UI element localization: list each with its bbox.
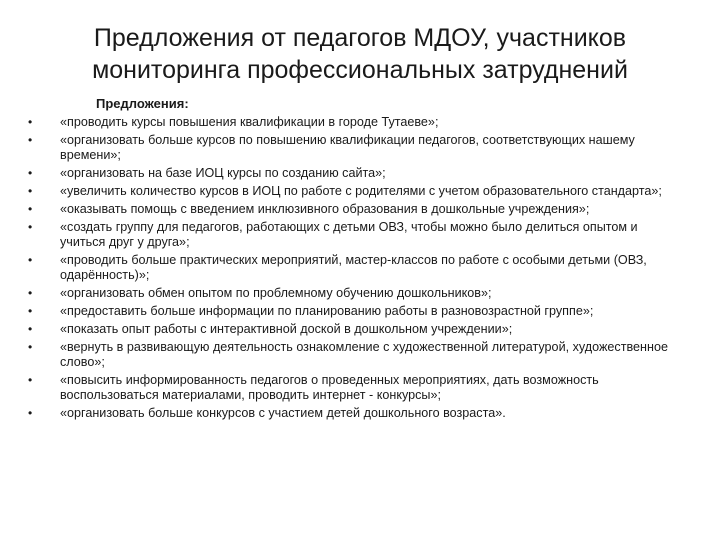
list-item-text: «проводить больше практических мероприятий, мастер-классов по работе с особыми детьми (ОВЗ, одарённость)»; <box>60 253 647 282</box>
list-item <box>28 406 668 421</box>
list-item <box>28 184 668 199</box>
subheading: Предложения: <box>96 96 189 111</box>
list-item-text: «проводить курсы повышения квалификации в городе Тутаеве»; <box>60 115 439 129</box>
bullet-icon: • <box>28 220 33 234</box>
list-item-text: «предоставить больше информации по планированию работы в разновозрастной группе»; <box>60 304 594 318</box>
bullet-icon: • <box>28 340 33 354</box>
list-item <box>28 322 668 337</box>
list-item-text: «увеличить количество курсов в ИОЦ по работе с родителями с учетом образовательного стандарта»; <box>60 184 662 198</box>
list-item <box>28 340 668 370</box>
bullet-icon: • <box>28 373 33 387</box>
bullet-icon: • <box>28 286 33 300</box>
list-item-text: «организовать обмен опытом по проблемному обучению дошкольников»; <box>60 286 492 300</box>
list-item-text: «организовать больше курсов по повышению квалификации педагогов, соответствующих нашему времени»; <box>60 133 635 162</box>
list-item <box>28 133 668 163</box>
bullet-icon: • <box>28 406 33 420</box>
list-item-text: «вернуть в развивающую деятельность ознакомление с художественной литературой, художественное слово»; <box>60 340 668 369</box>
list-item-text: «повысить информированность педагогов о проведенных мероприятиях, дать возможность воспользоваться материалами, проводить интернет - конкурсы»; <box>60 373 599 402</box>
list-item <box>28 286 668 301</box>
title-line-1: Предложения от педагогов МДОУ, участников <box>93 24 627 52</box>
list-item-text: «организовать на базе ИОЦ курсы по созданию сайта»; <box>60 166 386 180</box>
bullet-icon: • <box>28 166 33 180</box>
proposals-list <box>28 115 668 421</box>
list-item <box>28 220 668 250</box>
list-item <box>28 202 668 217</box>
list-item <box>28 304 668 319</box>
list-item-text: «создать группу для педагогов, работающих с детьми ОВЗ, чтобы можно было делиться опытом и учиться друг у друга»; <box>60 220 638 249</box>
bullet-icon: • <box>28 133 33 147</box>
list-item-text: «показать опыт работы с интерактивной доской в дошкольном учреждении»; <box>60 322 513 336</box>
slide-content <box>28 96 668 424</box>
list-item <box>28 253 668 283</box>
bullet-icon: • <box>28 202 33 216</box>
title-line-2: мониторинга профессиональных затруднений <box>92 56 628 84</box>
list-item <box>28 166 668 181</box>
bullet-icon: • <box>28 304 33 318</box>
list-item <box>28 115 668 130</box>
bullet-icon: • <box>28 253 33 267</box>
bullet-icon: • <box>28 322 33 336</box>
list-item <box>28 373 668 403</box>
list-item-text: «оказывать помощь с введением инклюзивного образования в дошкольные учреждения»; <box>60 202 590 216</box>
list-item-text: «организовать больше конкурсов с участием детей дошкольного возраста». <box>60 406 506 420</box>
slide-title <box>40 22 680 86</box>
bullet-icon: • <box>28 115 33 129</box>
bullet-icon: • <box>28 184 33 198</box>
